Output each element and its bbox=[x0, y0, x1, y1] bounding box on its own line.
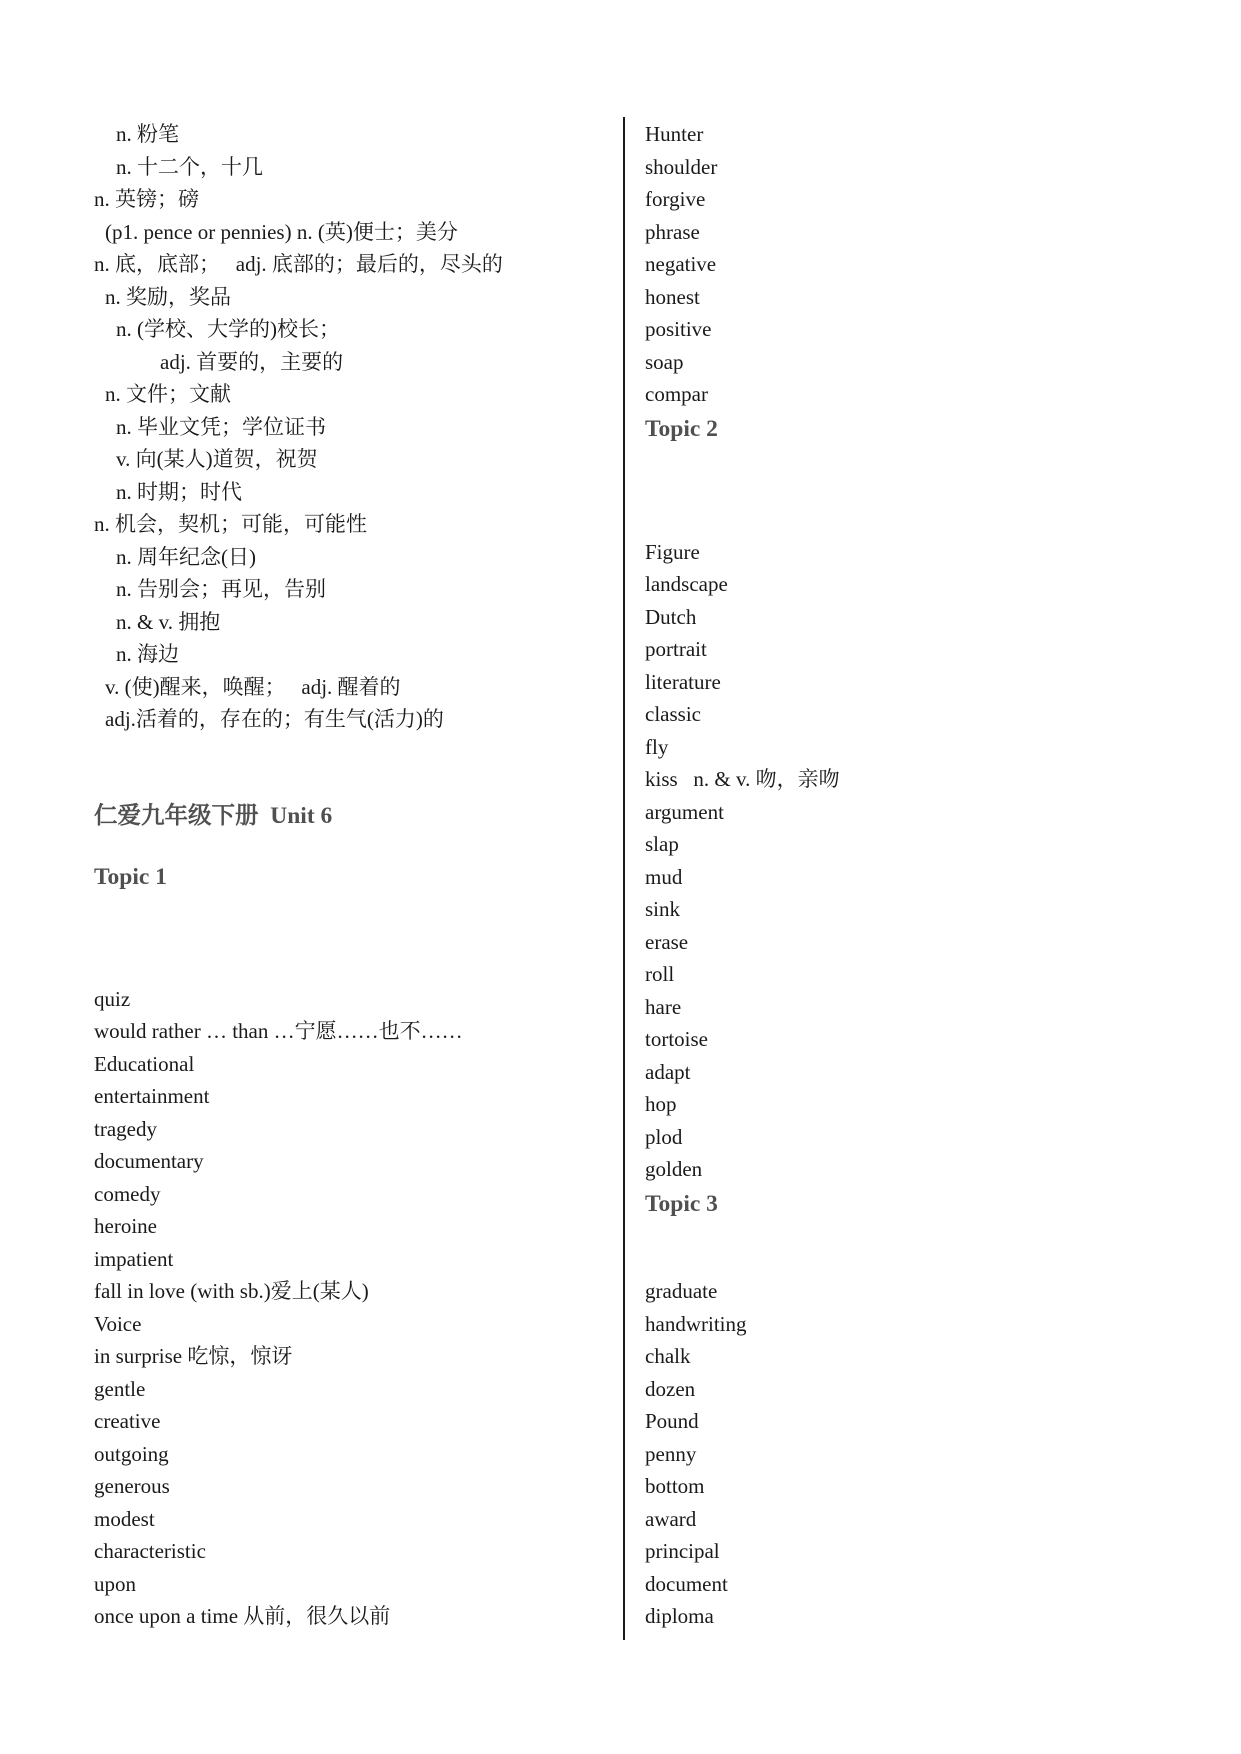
vocab-word: classic bbox=[645, 702, 701, 726]
vocab-word: mud bbox=[645, 865, 683, 889]
definition-line: adj. 首要的，主要的 bbox=[160, 350, 344, 374]
definition-line: n. 文件；文献 bbox=[105, 382, 231, 406]
vocab-word: once upon a time 从前，很久以前 bbox=[94, 1604, 391, 1628]
definition-line: n. 周年纪念(日) bbox=[116, 545, 256, 569]
vocab-word: handwriting bbox=[645, 1312, 747, 1336]
vocab-word: upon bbox=[94, 1572, 136, 1596]
definition-line: adj.活着的，存在的；有生气(活力)的 bbox=[105, 707, 444, 731]
definition-line: n. & v. 拥抱 bbox=[116, 610, 221, 634]
vocab-word: heroine bbox=[94, 1214, 157, 1238]
definition-line: n. 告别会；再见，告别 bbox=[116, 577, 326, 601]
vocab-word: generous bbox=[94, 1474, 170, 1498]
vocab-word: diploma bbox=[645, 1604, 714, 1628]
vocab-word: impatient bbox=[94, 1247, 174, 1271]
vocab-word: phrase bbox=[645, 220, 700, 244]
vocab-word: compar bbox=[645, 382, 708, 406]
vocab-word: portrait bbox=[645, 637, 707, 661]
vocab-word: Dutch bbox=[645, 605, 697, 629]
definition-line: n. 十二个，十几 bbox=[116, 155, 263, 179]
vocab-word: modest bbox=[94, 1507, 155, 1531]
vocab-word: quiz bbox=[94, 987, 131, 1011]
vocab-word: sink bbox=[645, 897, 681, 921]
definition-line: v. (使)醒来，唤醒； adj. 醒着的 bbox=[105, 675, 401, 699]
definition-line: v. 向(某人)道贺，祝贺 bbox=[116, 447, 318, 471]
definition-line: n. 奖励，奖品 bbox=[105, 285, 231, 309]
vocab-word: plod bbox=[645, 1125, 683, 1149]
vocab-word: outgoing bbox=[94, 1442, 169, 1466]
vocab-word: hop bbox=[645, 1092, 677, 1116]
vocab-word: tortoise bbox=[645, 1027, 708, 1051]
vocab-word: literature bbox=[645, 670, 721, 694]
vocab-word: graduate bbox=[645, 1279, 718, 1303]
vocab-word: comedy bbox=[94, 1182, 161, 1206]
vocab-word: chalk bbox=[645, 1344, 691, 1368]
vocab-word: shoulder bbox=[645, 155, 718, 179]
vocab-word: creative bbox=[94, 1409, 161, 1433]
vocab-word: roll bbox=[645, 962, 675, 986]
definition-line: (p1. pence or pennies) n. (英)便士；美分 bbox=[105, 220, 458, 244]
vocab-word: in surprise 吃惊，惊讶 bbox=[94, 1344, 293, 1368]
vocab-word: gentle bbox=[94, 1377, 146, 1401]
definition-line: n. 毕业文凭；学位证书 bbox=[116, 415, 326, 439]
vocab-word: honest bbox=[645, 285, 700, 309]
vocab-word: award bbox=[645, 1507, 697, 1531]
topic-2-heading: Topic 2 bbox=[645, 416, 718, 442]
topic-3-heading: Topic 3 bbox=[645, 1191, 718, 1217]
vocab-word: erase bbox=[645, 930, 689, 954]
vocab-word: hare bbox=[645, 995, 682, 1019]
topic-1-heading: Topic 1 bbox=[94, 864, 167, 890]
vocab-word: soap bbox=[645, 350, 684, 374]
vocab-word: Voice bbox=[94, 1312, 142, 1336]
vocab-word: fall in love (with sb.)爱上(某人) bbox=[94, 1279, 369, 1303]
definition-line: n. 底，底部； adj. 底部的；最后的，尽头的 bbox=[94, 252, 503, 276]
vocab-word: fly bbox=[645, 735, 669, 759]
vocab-word: documentary bbox=[94, 1149, 204, 1173]
vocab-word: golden bbox=[645, 1157, 703, 1181]
vocab-word: Educational bbox=[94, 1052, 195, 1076]
vocab-word: forgive bbox=[645, 187, 706, 211]
vocab-word: characteristic bbox=[94, 1539, 206, 1563]
column-divider bbox=[623, 117, 625, 1640]
vocab-word: tragedy bbox=[94, 1117, 157, 1141]
definition-line: n. 机会，契机；可能，可能性 bbox=[94, 512, 367, 536]
vocab-word: negative bbox=[645, 252, 717, 276]
vocab-word: landscape bbox=[645, 572, 728, 596]
vocab-word: entertainment bbox=[94, 1084, 210, 1108]
vocab-word: adapt bbox=[645, 1060, 691, 1084]
vocab-word: kiss n. & v. 吻，亲吻 bbox=[645, 767, 840, 791]
definition-line: n. 时期；时代 bbox=[116, 480, 242, 504]
definition-line: n. 英镑；磅 bbox=[94, 187, 199, 211]
vocab-word: Figure bbox=[645, 540, 700, 564]
definition-line: n. 粉笔 bbox=[116, 122, 179, 146]
vocab-word: principal bbox=[645, 1539, 720, 1563]
vocab-word: would rather … than …宁愿……也不…… bbox=[94, 1019, 463, 1043]
vocab-word: penny bbox=[645, 1442, 697, 1466]
unit-heading: 仁爱九年级下册 Unit 6 bbox=[94, 803, 333, 829]
vocab-word: bottom bbox=[645, 1474, 705, 1498]
definition-line: n. 海边 bbox=[116, 642, 179, 666]
vocab-word: dozen bbox=[645, 1377, 696, 1401]
vocab-word: slap bbox=[645, 832, 679, 856]
vocab-word: Hunter bbox=[645, 122, 704, 146]
vocab-word: positive bbox=[645, 317, 712, 341]
vocab-word: argument bbox=[645, 800, 724, 824]
vocab-word: Pound bbox=[645, 1409, 699, 1433]
vocab-word: document bbox=[645, 1572, 728, 1596]
definition-line: n. (学校、大学的)校长； bbox=[116, 317, 340, 341]
